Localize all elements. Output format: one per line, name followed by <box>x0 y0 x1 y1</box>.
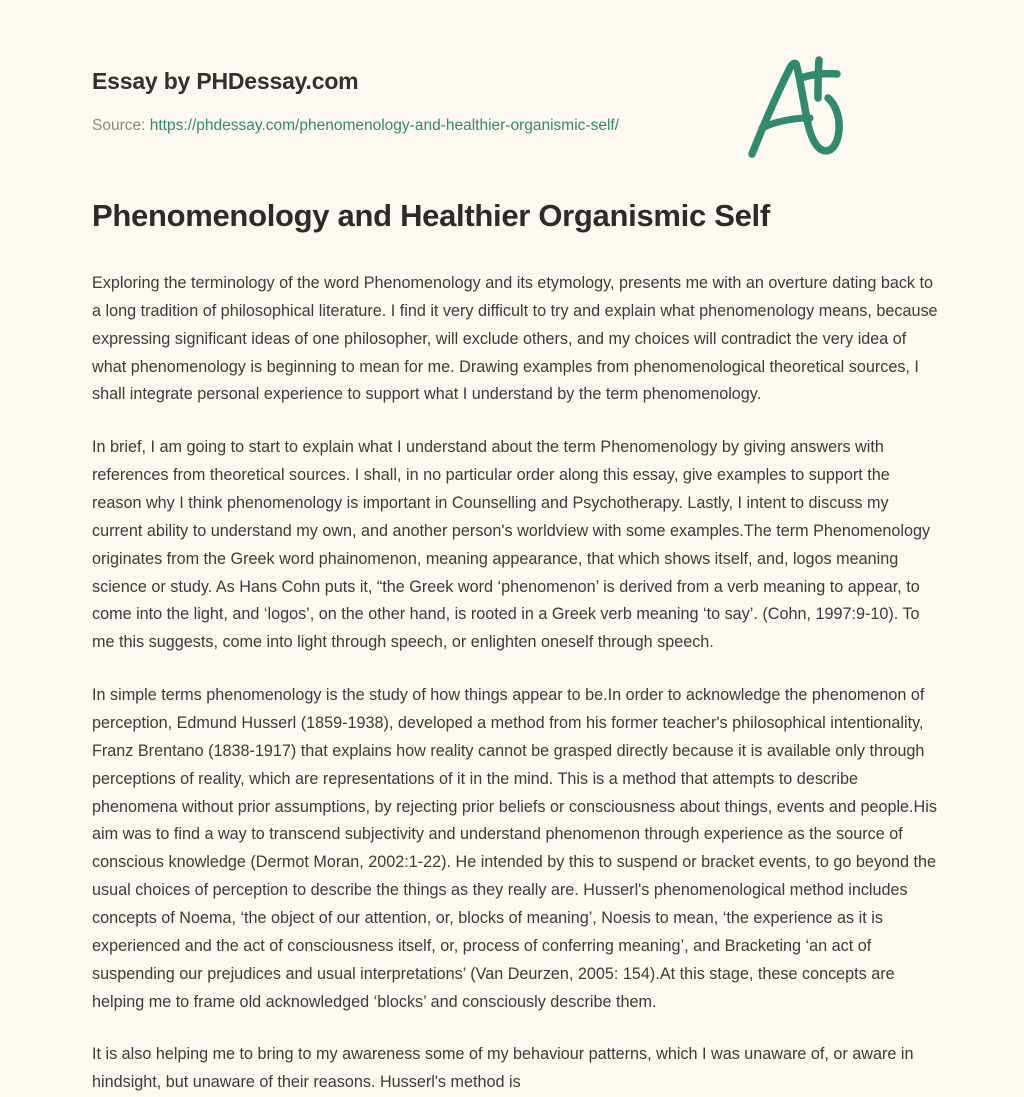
aplus-logo-svg <box>734 48 854 168</box>
paragraph: In brief, I am going to start to explain what I understand about the term Phenomenology by giving answers with references from theoretical sources. I shall, in no particular order along this essay, give examples to support the reason why I think phenomenology is important in Counselling and Psychotherapy. Lastly, I intent to discuss my current ability to understand my own, and another person's worldview with some examples.The term Phenomenology originates from the Greek word phainomenon, meaning appearance, that which shows itself, and, logos meaning science or study. As Hans Cohn puts it, “the Greek word ‘phenomenon’ is derived from a verb meaning to appear, to come into the light, and ‘logos’, on the other hand, is rooted in a Greek verb meaning ‘to say’. (Cohn, 1997:9-10). To me this suggests, come into light through speech, or enlighten oneself through speech. <box>92 438 931 652</box>
paragraph: Exploring the terminology of the word Phenomenology and its etymology, presents me with an overture dating back to a long tradition of philosophical literature. I find it very difficult to try and explain what phenomenology means, because expressing significant ideas of one philosopher, will exclude others, and my choices will contradict the very idea of what phenomenology is beginning to mean for me. Drawing examples from phenomenological theoretical sources, I shall integrate personal experience to support what I understand by the term phenomenology. <box>92 273 938 404</box>
source-url-link[interactable]: https://phdessay.com/phenomenology-and-healthier-organismic-self/ <box>149 116 619 134</box>
page-header <box>92 0 932 135</box>
paragraph: In simple terms phenomenology is the study of how things appear to be.In order to acknowledge the phenomenon of perception, Edmund Husserl (1859-1938), developed a method from his former teacher's philosophical intentionality, Franz Brentano (1838-1917) that explains how reality cannot be grasped directly because it is available only through perceptions of reality, which are representations of it in the mind. This is a method that attempts to describe phenomena without prior assumptions, by rejecting prior beliefs or consciousness about things, events and people.His aim was to find a way to transcend subjectivity and understand phenomenon through experience as the source of conscious knowledge (Dermot Moran, 2002:1-22). He intended by this to suspend or bracket events, to go beyond the usual choices of perception to describe the things as they really are. Husserl's phenomenological method includes concepts of Noema, ‘the object of our attention, or, blocks of meaning’, Noesis to mean, ‘the experience as it is experienced and the act of consciousness itself, or, process of conferring meaning’, and Bracketing ‘an act of suspending our prejudices and usual interpretations’ (Van Deurzen, 2005: 154).At this stage, these concepts are helping me to frame old acknowledged ‘blocks’ and consciously describe them. <box>92 686 937 1011</box>
aplus-logo-icon <box>734 48 854 168</box>
article-body <box>92 270 940 1097</box>
page-title: Phenomenology and Healthier Organismic Self <box>92 198 770 234</box>
brand-title: Essay by PHDessay.com <box>92 68 359 94</box>
source-label: Source: <box>92 116 146 134</box>
paragraph: It is also helping me to bring to my awareness some of my behaviour patterns, which I was unaware of, or aware in hindsight, but unaware of their reasons. Husserl's method is <box>92 1045 914 1092</box>
